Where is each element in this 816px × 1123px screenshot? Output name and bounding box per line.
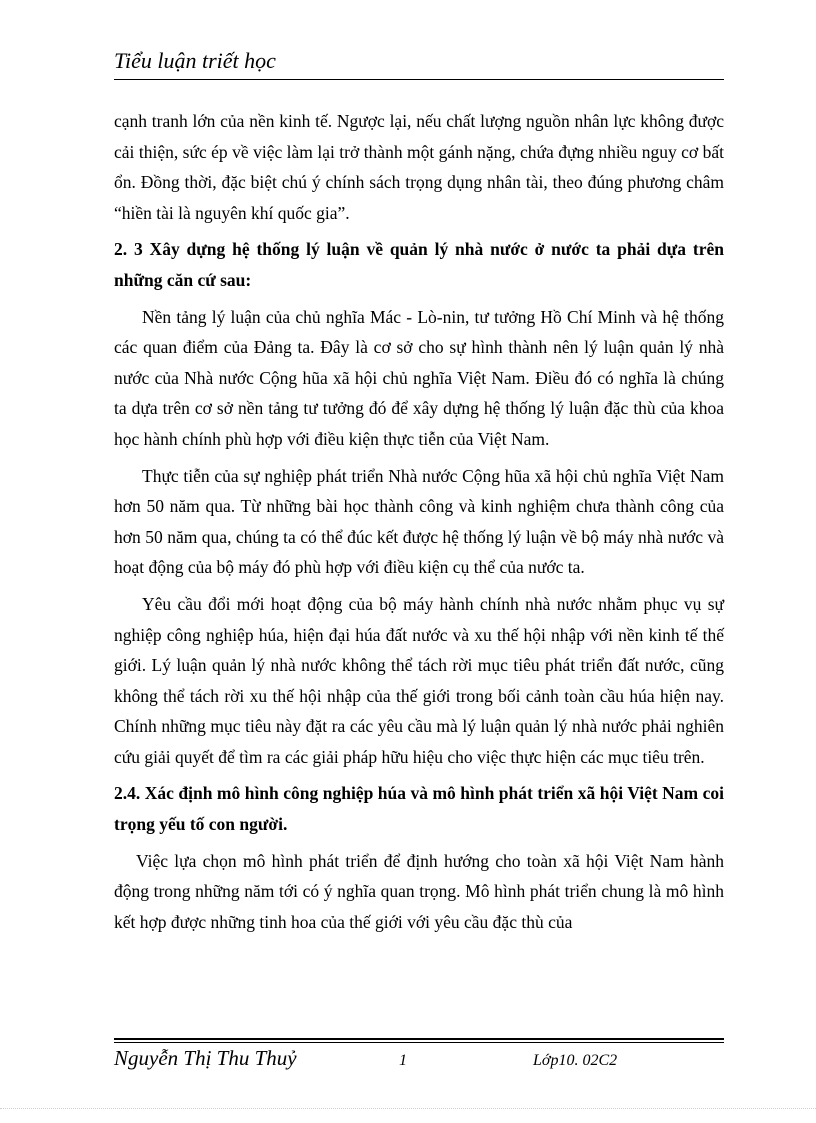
paragraph-4: Yêu cầu đổi mới hoạt động của bộ máy hành chính nhà nước nhằm phục vụ sự nghiệp công nghiệp húa, hiện đại húa đất nước và xu thế hội nhập với nền kinh tế thế giới. Lý luận quản lý nhà nước không thể tách rời mục tiêu phát triển đất nước, cũng không thể tách rời xu thế hội nhập của thế giới trong bối cảnh toàn cầu húa hiện nay. Chính những mục tiêu này đặt ra các yêu cầu mà lý luận quản lý nhà nước phải nghiên cứu giải quyết để tìm ra các giải pháp hữu hiệu cho việc thực hiện các mục tiêu trên. <box>114 593 724 767</box>
section-heading-2-3: 2. 3 Xây dựng hệ thống lý luận về quản lý nhà nước ở nước ta phải dựa trên những căn cứ sau: <box>114 239 724 290</box>
paragraph-2: Nền tảng lý luận của chủ nghĩa Mác - Lò-nin, tư tưởng Hồ Chí Minh và hệ thống các quan điểm của Đảng ta. Đây là cơ sở cho sự hình thành nên lý luận quản lý nhà nước của Nhà nước Cộng hũa xã hội chủ nghĩa Việt Nam. Điều đó có nghĩa là chúng ta dựa trên cơ sở nền tảng tư tưởng đó để xây dựng hệ thống lý luận đặc thù của khoa học hành chính phù hợp với điều kiện thực tiễn của Việt Nam. <box>114 306 724 449</box>
header-divider <box>114 79 724 80</box>
footer-class-label: Lớp10. 02C2 <box>533 1052 618 1069</box>
paragraph-3: Thực tiễn của sự nghiệp phát triển Nhà nước Cộng hũa xã hội chủ nghĩa Việt Nam hơn 50 năm qua. Từ những bài học thành công và kinh nghiệm chưa thành công của hơn 50 năm qua, chúng ta có thể đúc kết được hệ thống lý luận về bộ máy nhà nước và hoạt động của bộ máy đó phù hợp với điều kiện cụ thể của nước ta. <box>114 465 724 578</box>
footer-page-number: 1 <box>399 1052 407 1069</box>
paragraph-1: cạnh tranh lớn của nền kinh tế. Ngược lại, nếu chất lượng nguồn nhân lực không được cải thiện, sức ép về việc làm lại trở thành một gánh nặng, chứa đựng nhiều nguy cơ bất ổn. Đồng thời, đặc biệt chú ý chính sách trọng dụng nhân tài, theo đúng phương châm “hiền tài là nguyên khí quốc gia”. <box>114 111 724 223</box>
header-title: Tiểu luận triết học <box>114 48 276 73</box>
section-heading-2-4: 2.4. Xác định mô hình công nghiệp húa và mô hình phát triển xã hội Việt Nam coi trọng yếu tố con người. <box>114 783 724 835</box>
document-body <box>114 106 724 937</box>
page-bottom-border <box>0 1108 816 1109</box>
footer-divider-thick <box>114 1038 724 1040</box>
footer-author: Nguyễn Thị Thu Thuỷ <box>114 1046 297 1070</box>
footer-divider-thin <box>114 1042 724 1043</box>
paragraph-5: Việc lựa chọn mô hình phát triển để định hướng cho toàn xã hội Việt Nam hành động trong những năm tới có ý nghĩa quan trọng. Mô hình phát triển chung là mô hình kết hợp được những tinh hoa của thế giới với yêu cầu đặc thù của <box>114 850 724 932</box>
